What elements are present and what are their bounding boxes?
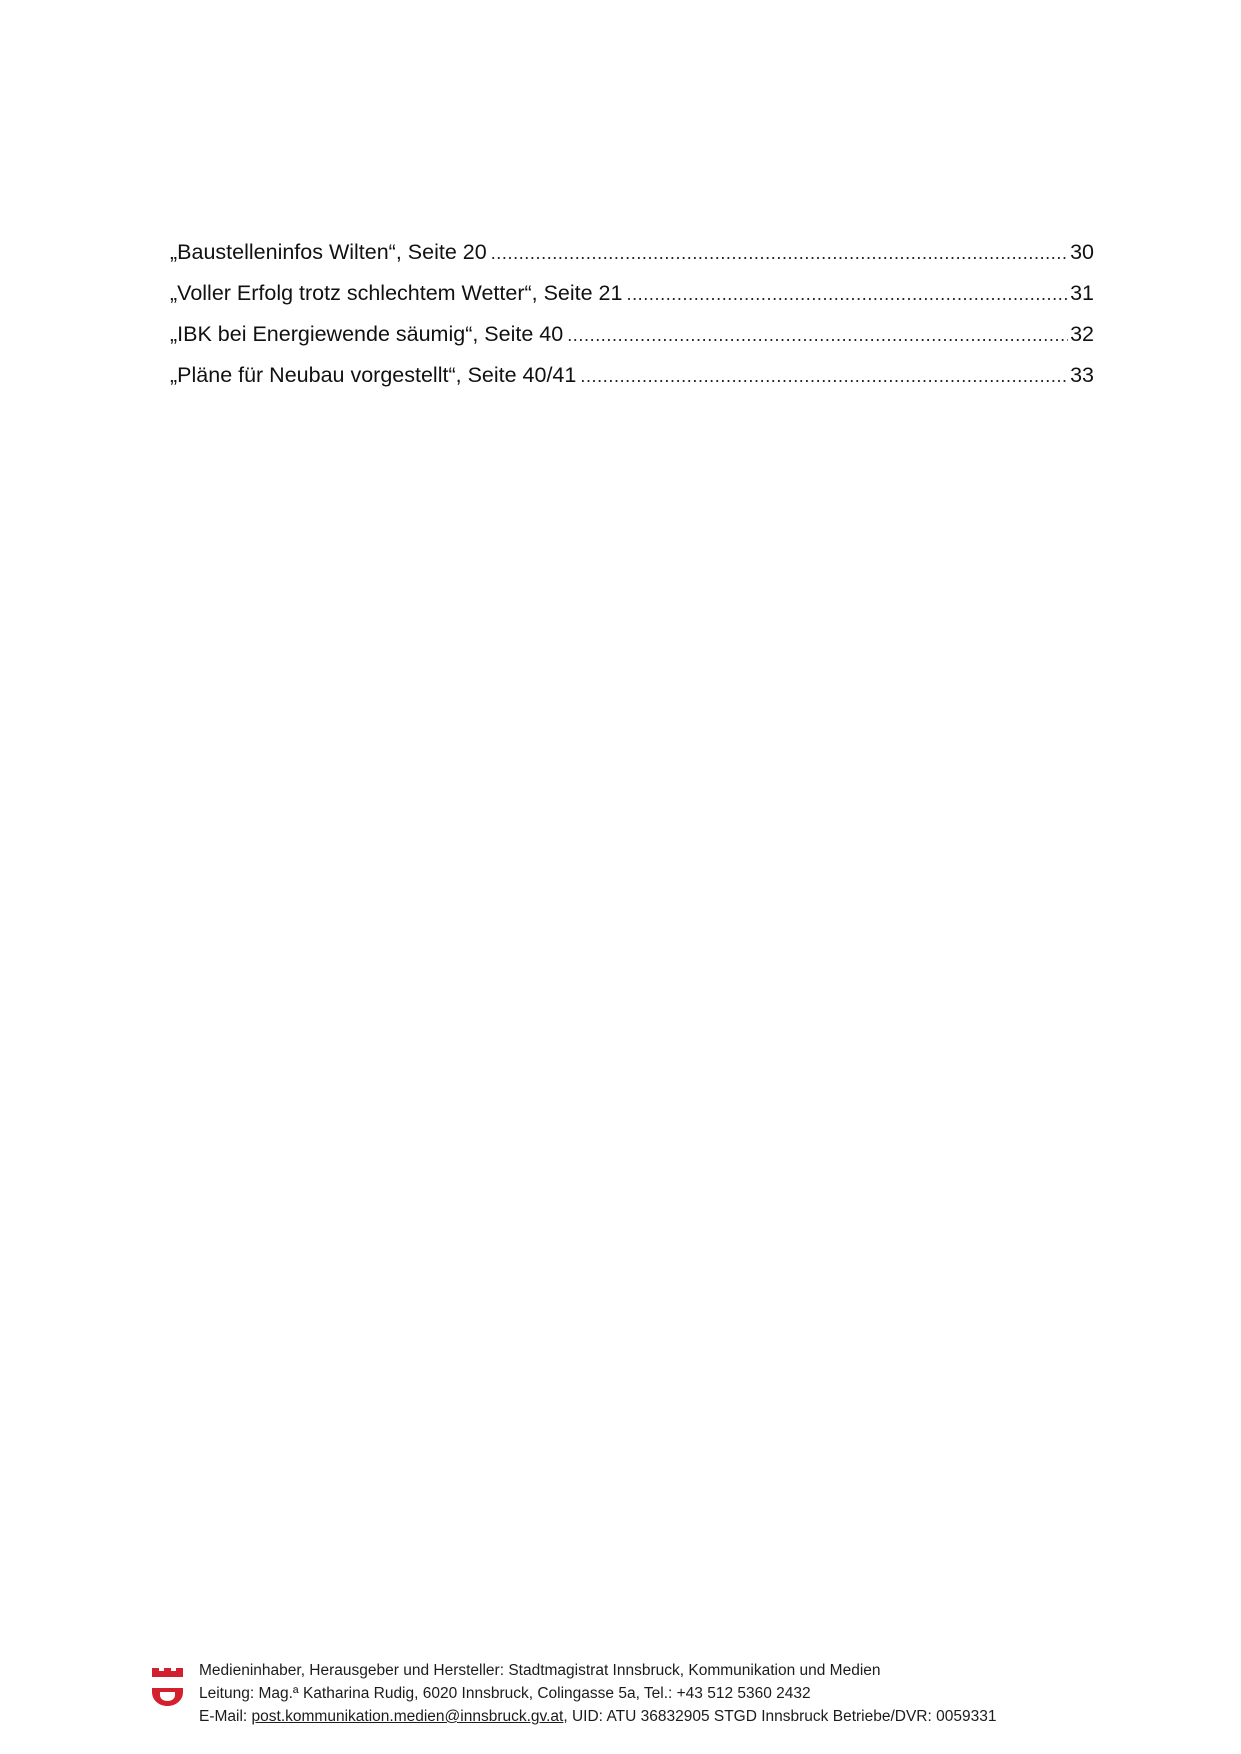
toc-entry[interactable] [170,314,1094,355]
footer-uid-text: , UID: ATU 36832905 STGD Innsbruck Betriebe/DVR: 0059331 [563,1708,997,1725]
table-of-contents [170,232,1094,396]
toc-entry[interactable] [170,273,1094,314]
footer-email-link[interactable]: post.kommunikation.medien@innsbruck.gv.at [251,1708,564,1725]
toc-entry[interactable] [170,232,1094,273]
toc-entry-title: „Baustelleninfos Wilten“, Seite 20 [170,240,487,264]
toc-leader-dots [580,356,1068,397]
toc-leader-dots [491,233,1068,274]
toc-leader-dots [626,274,1068,315]
toc-entry-title: „IBK bei Energiewende säumig“, Seite 40 [170,322,564,346]
toc-entry-page: 33 [1070,363,1094,387]
footer-publisher-line: Medieninhaber, Herausgeber und Hersteller: Stadtmagistrat Innsbruck, Kommunikation und Medien [199,1662,881,1679]
toc-entry-page: 30 [1070,240,1094,264]
innsbruck-city-logo-icon [151,1668,184,1708]
toc-entry-title: „Voller Erfolg trotz schlechtem Wetter“, Seite 21 [170,281,623,305]
footer-email-label: E-Mail: [199,1708,252,1725]
toc-entry[interactable] [170,355,1094,396]
page-footer [151,1659,1111,1739]
toc-entry-title: „Pläne für Neubau vorgestellt“, Seite 40/41 [170,363,577,387]
toc-entry-page: 31 [1070,281,1094,305]
footer-imprint [199,1659,996,1728]
toc-entry-page: 32 [1070,322,1094,346]
toc-leader-dots [567,315,1068,356]
footer-contact-line: Leitung: Mag.ª Katharina Rudig, 6020 Innsbruck, Colingasse 5a, Tel.: +43 512 5360 2432 [199,1685,811,1702]
footer-email-line [199,1705,996,1728]
